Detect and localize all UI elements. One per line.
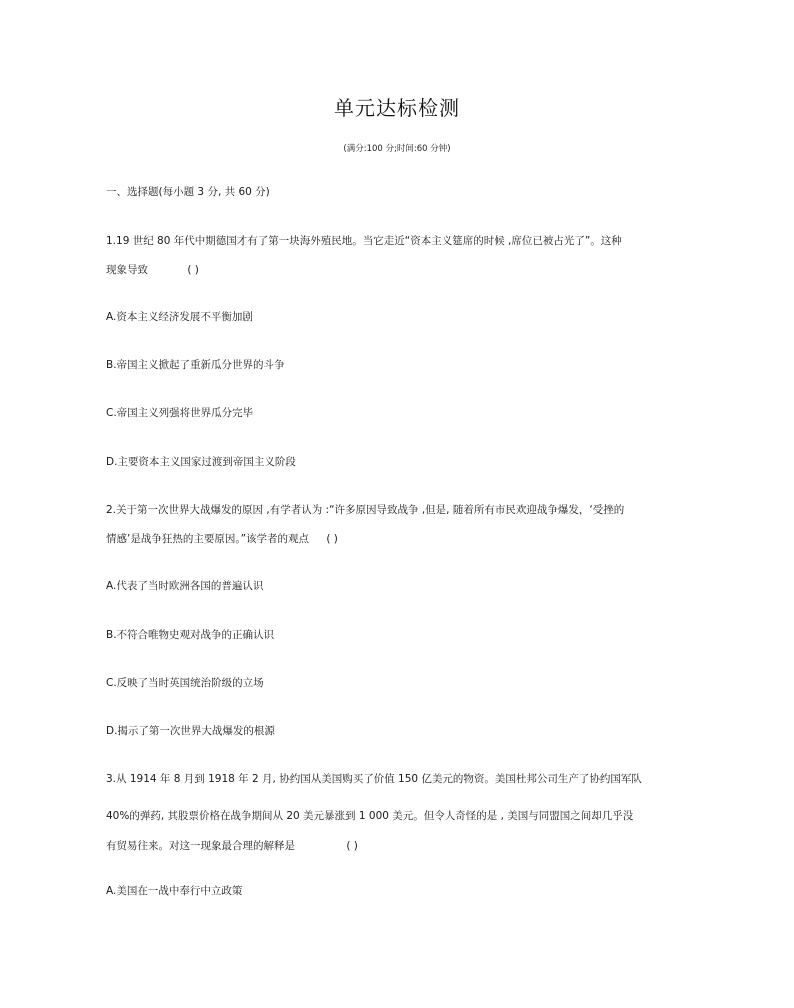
question-3-stem-line-1: 3.从 1914 年 8 月到 1918 年 2 月, 协约国从美国购买了价值 150 亿美元的物资。美国杜邦公司生产了协约国军队	[106, 773, 642, 785]
question-2-option-a: A.代表了当时欧洲各国的普遍认识	[106, 580, 264, 592]
answer-blank: ( )	[326, 533, 338, 545]
answer-blank: ( )	[187, 264, 199, 276]
question-1-option-a: A.资本主义经济发展不平衡加剧	[106, 311, 253, 323]
question-2-option-d: D.揭示了第一次世界大战爆发的根源	[106, 725, 275, 737]
question-2-stem-line-1: 2.关于第一次世界大战爆发的原因 ,有学者认为 :“许多原因导致战争 ,但是, 随着所有市民欢迎战争爆发，‘受挫的	[106, 504, 625, 516]
question-2-stem-line-2	[106, 532, 706, 546]
question-2-option-c: C.反映了当时英国统治阶级的立场	[106, 677, 264, 689]
question-2-option-b: B.不符合唯物史观对战争的正确认识	[106, 629, 275, 641]
question-1-option-c: C.帝国主义列强将世界瓜分完毕	[106, 407, 254, 419]
question-3-stem-line-2: 40%的弹药, 其股票价格在战争期间从 20 美元暴涨到 1 000 美元。但令人奇怪的是 , 美国与同盟国之间却几乎没	[106, 810, 634, 822]
question-1-option-b: B.帝国主义掀起了重新瓜分世界的斗争	[106, 359, 285, 371]
question-1-stem-line-2	[106, 263, 706, 277]
page-title: 单元达标检测	[334, 96, 460, 120]
section-heading: 一、选择题(每小题 3 分, 共 60 分)	[106, 186, 270, 198]
question-3-stem-line-3	[106, 839, 706, 853]
question-3-stem-text: 有贸易往来。对这一现象最合理的解释是	[106, 840, 295, 852]
exam-info: (满分:100 分;时间:60 分钟)	[343, 144, 451, 154]
question-2-stem-text: 情感’是战争狂热的主要原因。”该学者的观点	[106, 533, 310, 545]
question-1-option-d: D.主要资本主义国家过渡到帝国主义阶段	[106, 456, 296, 468]
answer-blank: ( )	[346, 840, 358, 852]
question-3-option-a: A.美国在一战中奉行中立政策	[106, 885, 243, 897]
question-1-stem-text: 现象导致	[106, 264, 148, 276]
question-1-stem-line-1: 1.19 世纪 80 年代中期德国才有了第一块海外殖民地。当它走近“资本主义筵席的时候 ,席位已被占光了”。这种	[106, 235, 622, 247]
